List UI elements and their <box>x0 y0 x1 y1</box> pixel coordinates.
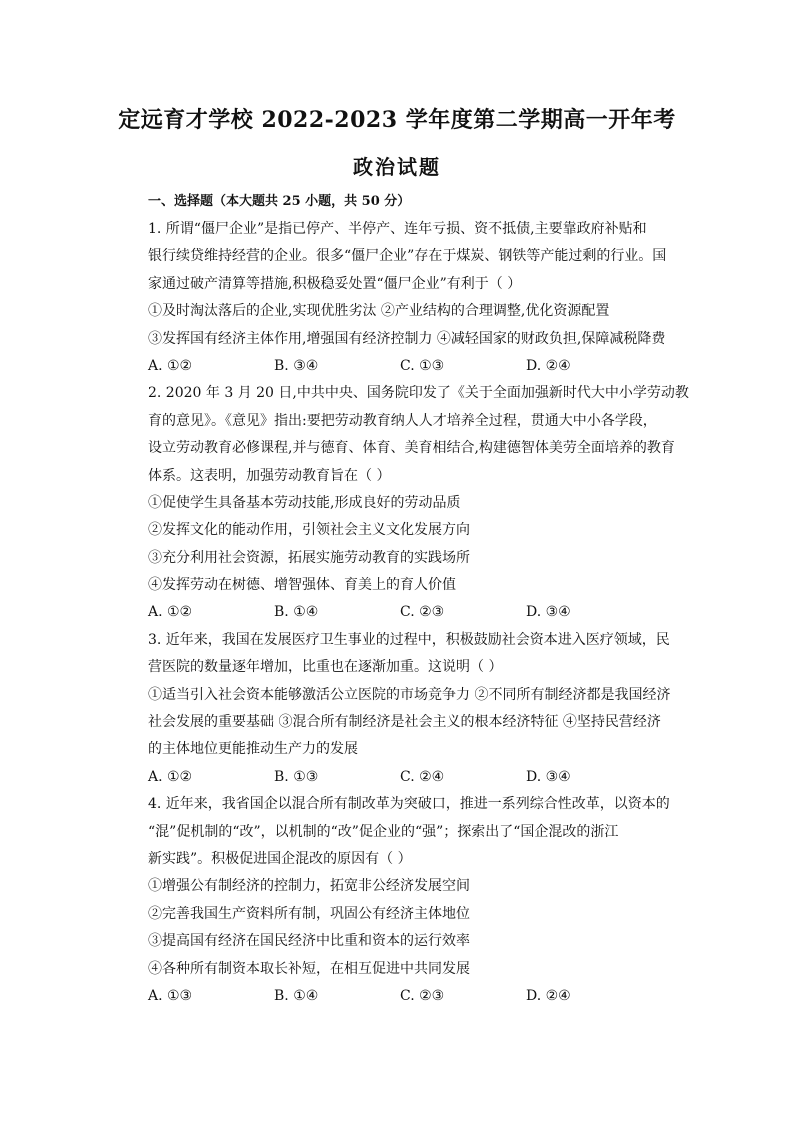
statement-line: ③发挥国有经济主体作用,增强国有经济控制力 ④减轻国家的财政负担,保障减税降费 <box>148 330 666 347</box>
option-d[interactable]: D. ②④ <box>526 357 571 374</box>
statement-line: ③充分利用社会资源，拓展实施劳动教育的实践场所 <box>148 549 470 566</box>
statement-line: ④发挥劳动在树德、增智强体、育美上的育人价值 <box>148 577 456 594</box>
question-line: 育的意见》。《意见》指出:要把劳动教育纳人人才培养全过程，贯通大中小各学段， <box>148 412 657 429</box>
option-c[interactable]: C. ②④ <box>400 768 445 785</box>
option-c[interactable]: C. ②③ <box>400 604 445 621</box>
exam-content <box>148 190 689 1010</box>
option-d[interactable]: D. ②④ <box>526 987 571 1004</box>
question-line: 家通过破产清算等措施,积极稳妥处置“僵尸企业”有利于（ ） <box>148 275 522 292</box>
question-line: 1. 所谓“僵尸企业”是指已停产、半停产、连年亏损、资不抵债,主要靠政府补贴和 <box>148 221 647 237</box>
exam-title: 定远育才学校 2022-2023 学年度第二学期高一开年考 <box>118 107 676 133</box>
option-b[interactable]: B. ①④ <box>274 987 319 1004</box>
question-1 <box>148 216 678 380</box>
option-a[interactable]: A. ①② <box>148 357 193 374</box>
answer-options <box>148 599 678 626</box>
question-line: “混”促机制的“改”，以机制的“改”促企业的“强”；探索出了“国企混改的浙江 <box>148 823 619 840</box>
question-line: 银行续贷维持经营的企业。很多“僵尸企业”存在于煤炭、钢铁等产能过剩的行业。国 <box>148 248 667 265</box>
option-a[interactable]: A. ①② <box>148 768 193 785</box>
option-a[interactable]: A. ①② <box>148 604 193 621</box>
exam-subtitle: 政治试题 <box>353 155 441 179</box>
option-b[interactable]: B. ①③ <box>274 768 319 785</box>
statement-line: ①适当引入社会资本能够激活公立医院的市场竞争力 ②不同所有制经济都是我国经济 <box>148 686 671 703</box>
option-c[interactable]: C. ②③ <box>400 987 445 1004</box>
question-line: 设立劳动教育必修课程,并与德育、体育、美育相结合,构建德智体美劳全面培养的教育 <box>148 440 675 457</box>
question-line: 体系。这表明，加强劳动教育旨在（ ） <box>148 467 391 484</box>
question-line: 营医院的数量逐年增加，比重也在逐渐加重。这说明（ ） <box>148 659 503 676</box>
statement-line: ①促使学生具备基本劳动技能,形成良好的劳动品质 <box>148 494 461 511</box>
statement-line: 的主体地位更能推动生产力的发展 <box>148 741 358 758</box>
option-a[interactable]: A. ①③ <box>148 987 193 1004</box>
statement-line: ③提高国有经济在国民经济中比重和资本的运行效率 <box>148 933 470 950</box>
statement-line: 社会发展的重要基础 ③混合所有制经济是社会主义的根本经济特征 ④坚持民营经济 <box>148 714 661 731</box>
question-line: 2. 2020 年 3 月 20 日,中共中央、国务院印发了《关于全面加强新时代大中小学劳动教 <box>148 385 689 402</box>
answer-options <box>148 353 678 380</box>
statement-line: ②发挥文化的能动作用，引领社会主义文化发展方向 <box>148 522 470 539</box>
statement-line: ④各种所有制资本取长补短，在相互促进中共同发展 <box>148 960 470 977</box>
question-3 <box>148 627 678 791</box>
question-2 <box>148 380 689 627</box>
option-c[interactable]: C. ①③ <box>400 357 445 374</box>
question-line: 新实践”。积极促进国企混改的原因有（ ） <box>148 850 412 867</box>
question-4 <box>148 791 678 1010</box>
section-heading: 一、选择题（本大题共 25 小题，共 50 分） <box>148 194 411 209</box>
statement-line: ①及时淘汰落后的企业,实现优胜劣汰 ②产业结构的合理调整,优化资源配置 <box>148 303 610 320</box>
option-d[interactable]: D. ③④ <box>526 604 571 621</box>
option-b[interactable]: B. ①④ <box>274 604 319 621</box>
statement-line: ①增强公有制经济的控制力，拓宽非公经济发展空间 <box>148 878 470 895</box>
option-d[interactable]: D. ③④ <box>526 768 571 785</box>
answer-options <box>148 764 678 791</box>
answer-options <box>148 983 678 1010</box>
option-b[interactable]: B. ③④ <box>274 357 319 374</box>
question-line: 4. 近年来，我省国企以混合所有制改革为突破口，推进一系列综合性改革，以资本的 <box>148 796 670 813</box>
statement-line: ②完善我国生产资料所有制，巩固公有经济主体地位 <box>148 905 470 922</box>
question-line: 3. 近年来，我国在发展医疗卫生事业的过程中，积极鼓励社会资本进入医疗领域，民 <box>148 631 670 648</box>
